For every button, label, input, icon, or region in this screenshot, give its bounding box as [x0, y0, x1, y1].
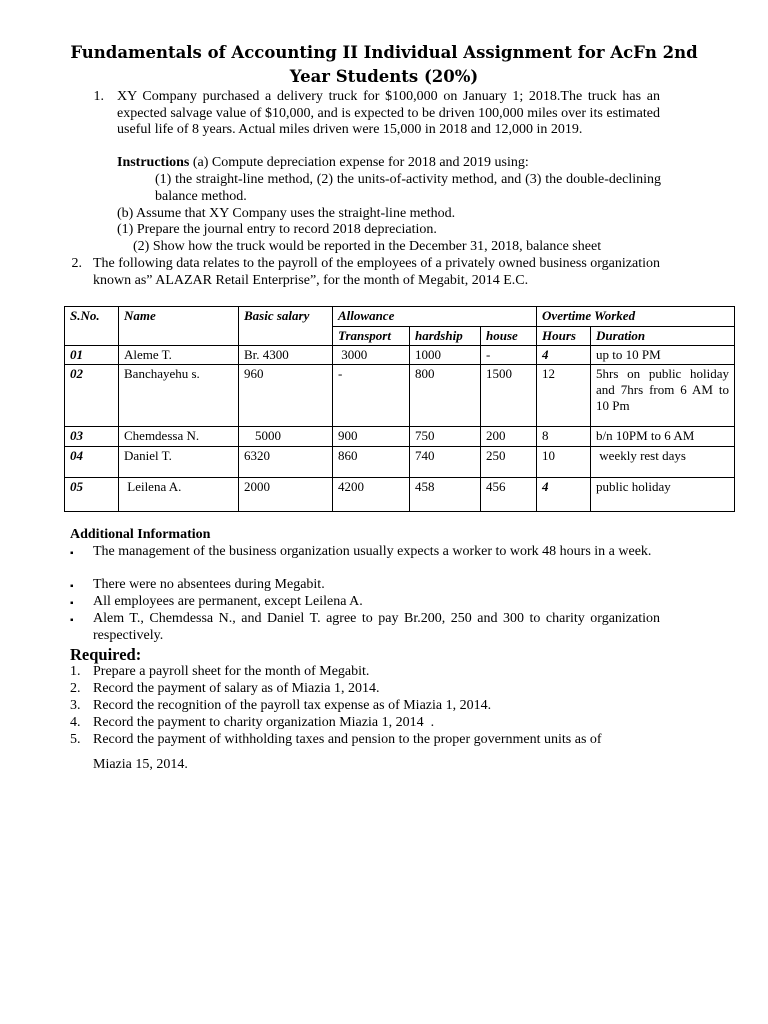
table-row	[65, 478, 735, 512]
table-row	[65, 365, 735, 427]
bullet-icon: ▪	[70, 581, 74, 592]
required-item: Record the payment of salary as of Miazia 1, 2014.	[93, 681, 380, 696]
header-hardship: hardship	[410, 327, 481, 346]
header-duration: Duration	[591, 327, 735, 346]
cell-hours: 8	[537, 427, 591, 447]
cell-sno: 03	[65, 427, 119, 447]
required-number: 2.	[70, 681, 81, 696]
question-2-number: 2.	[71, 256, 82, 271]
question-2-text: The following data relates to the payroll of the employees of a privately owned business organization known as” ALAZAR Retail Enterprise”, for the month of Megabit, 2014 E.C.	[93, 256, 660, 288]
cell-transport: 3000	[333, 346, 410, 365]
cell-name: Aleme T.	[119, 346, 239, 365]
header-name: Name	[119, 307, 239, 346]
header-transport: Transport	[333, 327, 410, 346]
additional-item: Alem T., Chemdessa N., and Daniel T. agree to pay Br.200, 250 and 300 to charity organization respectively.	[93, 611, 660, 643]
required-item-continuation: Miazia 15, 2014.	[93, 757, 188, 772]
cell-hardship: 750	[410, 427, 481, 447]
cell-basic: 2000	[239, 478, 333, 512]
cell-hours: 10	[537, 447, 591, 478]
cell-house: 1500	[481, 365, 537, 427]
cell-house: 250	[481, 447, 537, 478]
additional-item: All employees are permanent, except Leilena A.	[93, 594, 363, 609]
header-overtime: Overtime Worked	[537, 307, 735, 327]
table-row	[65, 447, 735, 478]
required-number: 1.	[70, 664, 81, 679]
cell-house: -	[481, 346, 537, 365]
header-allowance: Allowance	[333, 307, 537, 327]
header-house: house	[481, 327, 537, 346]
header-sno: S.No.	[65, 307, 119, 346]
instructions-part-b: (b) Assume that XY Company uses the straight-line method.	[117, 206, 456, 221]
header-basic-salary: Basic salary	[239, 307, 333, 346]
table-row	[65, 346, 735, 365]
required-number: 4.	[70, 715, 81, 730]
header-row-1	[65, 307, 735, 327]
instructions-b1: (1) Prepare the journal entry to record 2018 depreciation.	[117, 222, 437, 237]
cell-house: 200	[481, 427, 537, 447]
required-number: 3.	[70, 698, 81, 713]
instructions-label: Instructions	[117, 155, 190, 170]
instructions-b2: (2) Show how the truck would be reported in the December 31, 2018, balance sheet	[133, 239, 602, 254]
required-item: Record the payment of withholding taxes and pension to the proper government units as of	[93, 732, 602, 747]
cell-transport: 4200	[333, 478, 410, 512]
cell-sno: 05	[65, 478, 119, 512]
cell-name: Chemdessa N.	[119, 427, 239, 447]
cell-transport: -	[333, 365, 410, 427]
cell-name: Leilena A.	[119, 478, 239, 512]
bullet-icon: ▪	[70, 598, 74, 609]
additional-item: The management of the business organization usually expects a worker to work 48 hours in a week.	[93, 544, 652, 559]
cell-hours: 4	[537, 346, 591, 365]
document-title: Fundamentals of Accounting II Individual Assignment for AcFn 2nd Year Students (20%)	[70, 43, 698, 86]
depreciation-methods: (1) the straight-line method, (2) the units-of-activity method, and (3) the double-declining balance method.	[155, 172, 661, 204]
required-item: Record the payment to charity organization Miazia 1, 2014 .	[93, 715, 435, 730]
cell-duration: weekly rest days	[591, 447, 735, 478]
cell-hardship: 740	[410, 447, 481, 478]
additional-heading: Additional Information	[70, 527, 211, 542]
cell-basic: 6320	[239, 447, 333, 478]
cell-hardship: 800	[410, 365, 481, 427]
instructions-part-a: (a) Compute depreciation expense for 2018 and 2019 using:	[189, 155, 529, 170]
cell-name: Daniel T.	[119, 447, 239, 478]
required-heading: Required:	[70, 645, 142, 664]
cell-name: Banchayehu s.	[119, 365, 239, 427]
cell-house: 456	[481, 478, 537, 512]
question-1-number: 1.	[93, 89, 104, 104]
cell-duration: up to 10 PM	[591, 346, 735, 365]
bullet-icon: ▪	[70, 548, 74, 559]
cell-sno: 04	[65, 447, 119, 478]
cell-transport: 900	[333, 427, 410, 447]
table-row	[65, 427, 735, 447]
cell-hours: 4	[537, 478, 591, 512]
cell-transport: 860	[333, 447, 410, 478]
cell-hours: 12	[537, 365, 591, 427]
bullet-icon: ▪	[70, 615, 74, 626]
required-item: Record the recognition of the payroll tax expense as of Miazia 1, 2014.	[93, 698, 492, 713]
required-number: 5.	[70, 732, 81, 747]
additional-item: There were no absentees during Megabit.	[93, 577, 325, 592]
payroll-table	[64, 306, 735, 512]
cell-duration: b/n 10PM to 6 AM	[591, 427, 735, 447]
cell-basic: 960	[239, 365, 333, 427]
cell-hardship: 1000	[410, 346, 481, 365]
cell-sno: 01	[65, 346, 119, 365]
required-item: Prepare a payroll sheet for the month of Megabit.	[93, 664, 370, 679]
cell-hardship: 458	[410, 478, 481, 512]
cell-duration: 5hrs on public holiday and 7hrs from 6 AM to 10 Pm	[591, 365, 735, 427]
header-hours: Hours	[537, 327, 591, 346]
cell-sno: 02	[65, 365, 119, 427]
question-1-instructions	[117, 155, 677, 172]
question-1-text: XY Company purchased a delivery truck for $100,000 on January 1; 2018.The truck has an expected salvage value of $10,000, and is expected to be driven 100,000 miles over its estimated useful life of 8 years. Actual miles driven were 15,000 in 2018 and 12,000 in 2019.	[117, 89, 660, 137]
cell-duration: public holiday	[591, 478, 735, 512]
cell-basic: Br. 4300	[239, 346, 333, 365]
cell-basic: 5000	[239, 427, 333, 447]
